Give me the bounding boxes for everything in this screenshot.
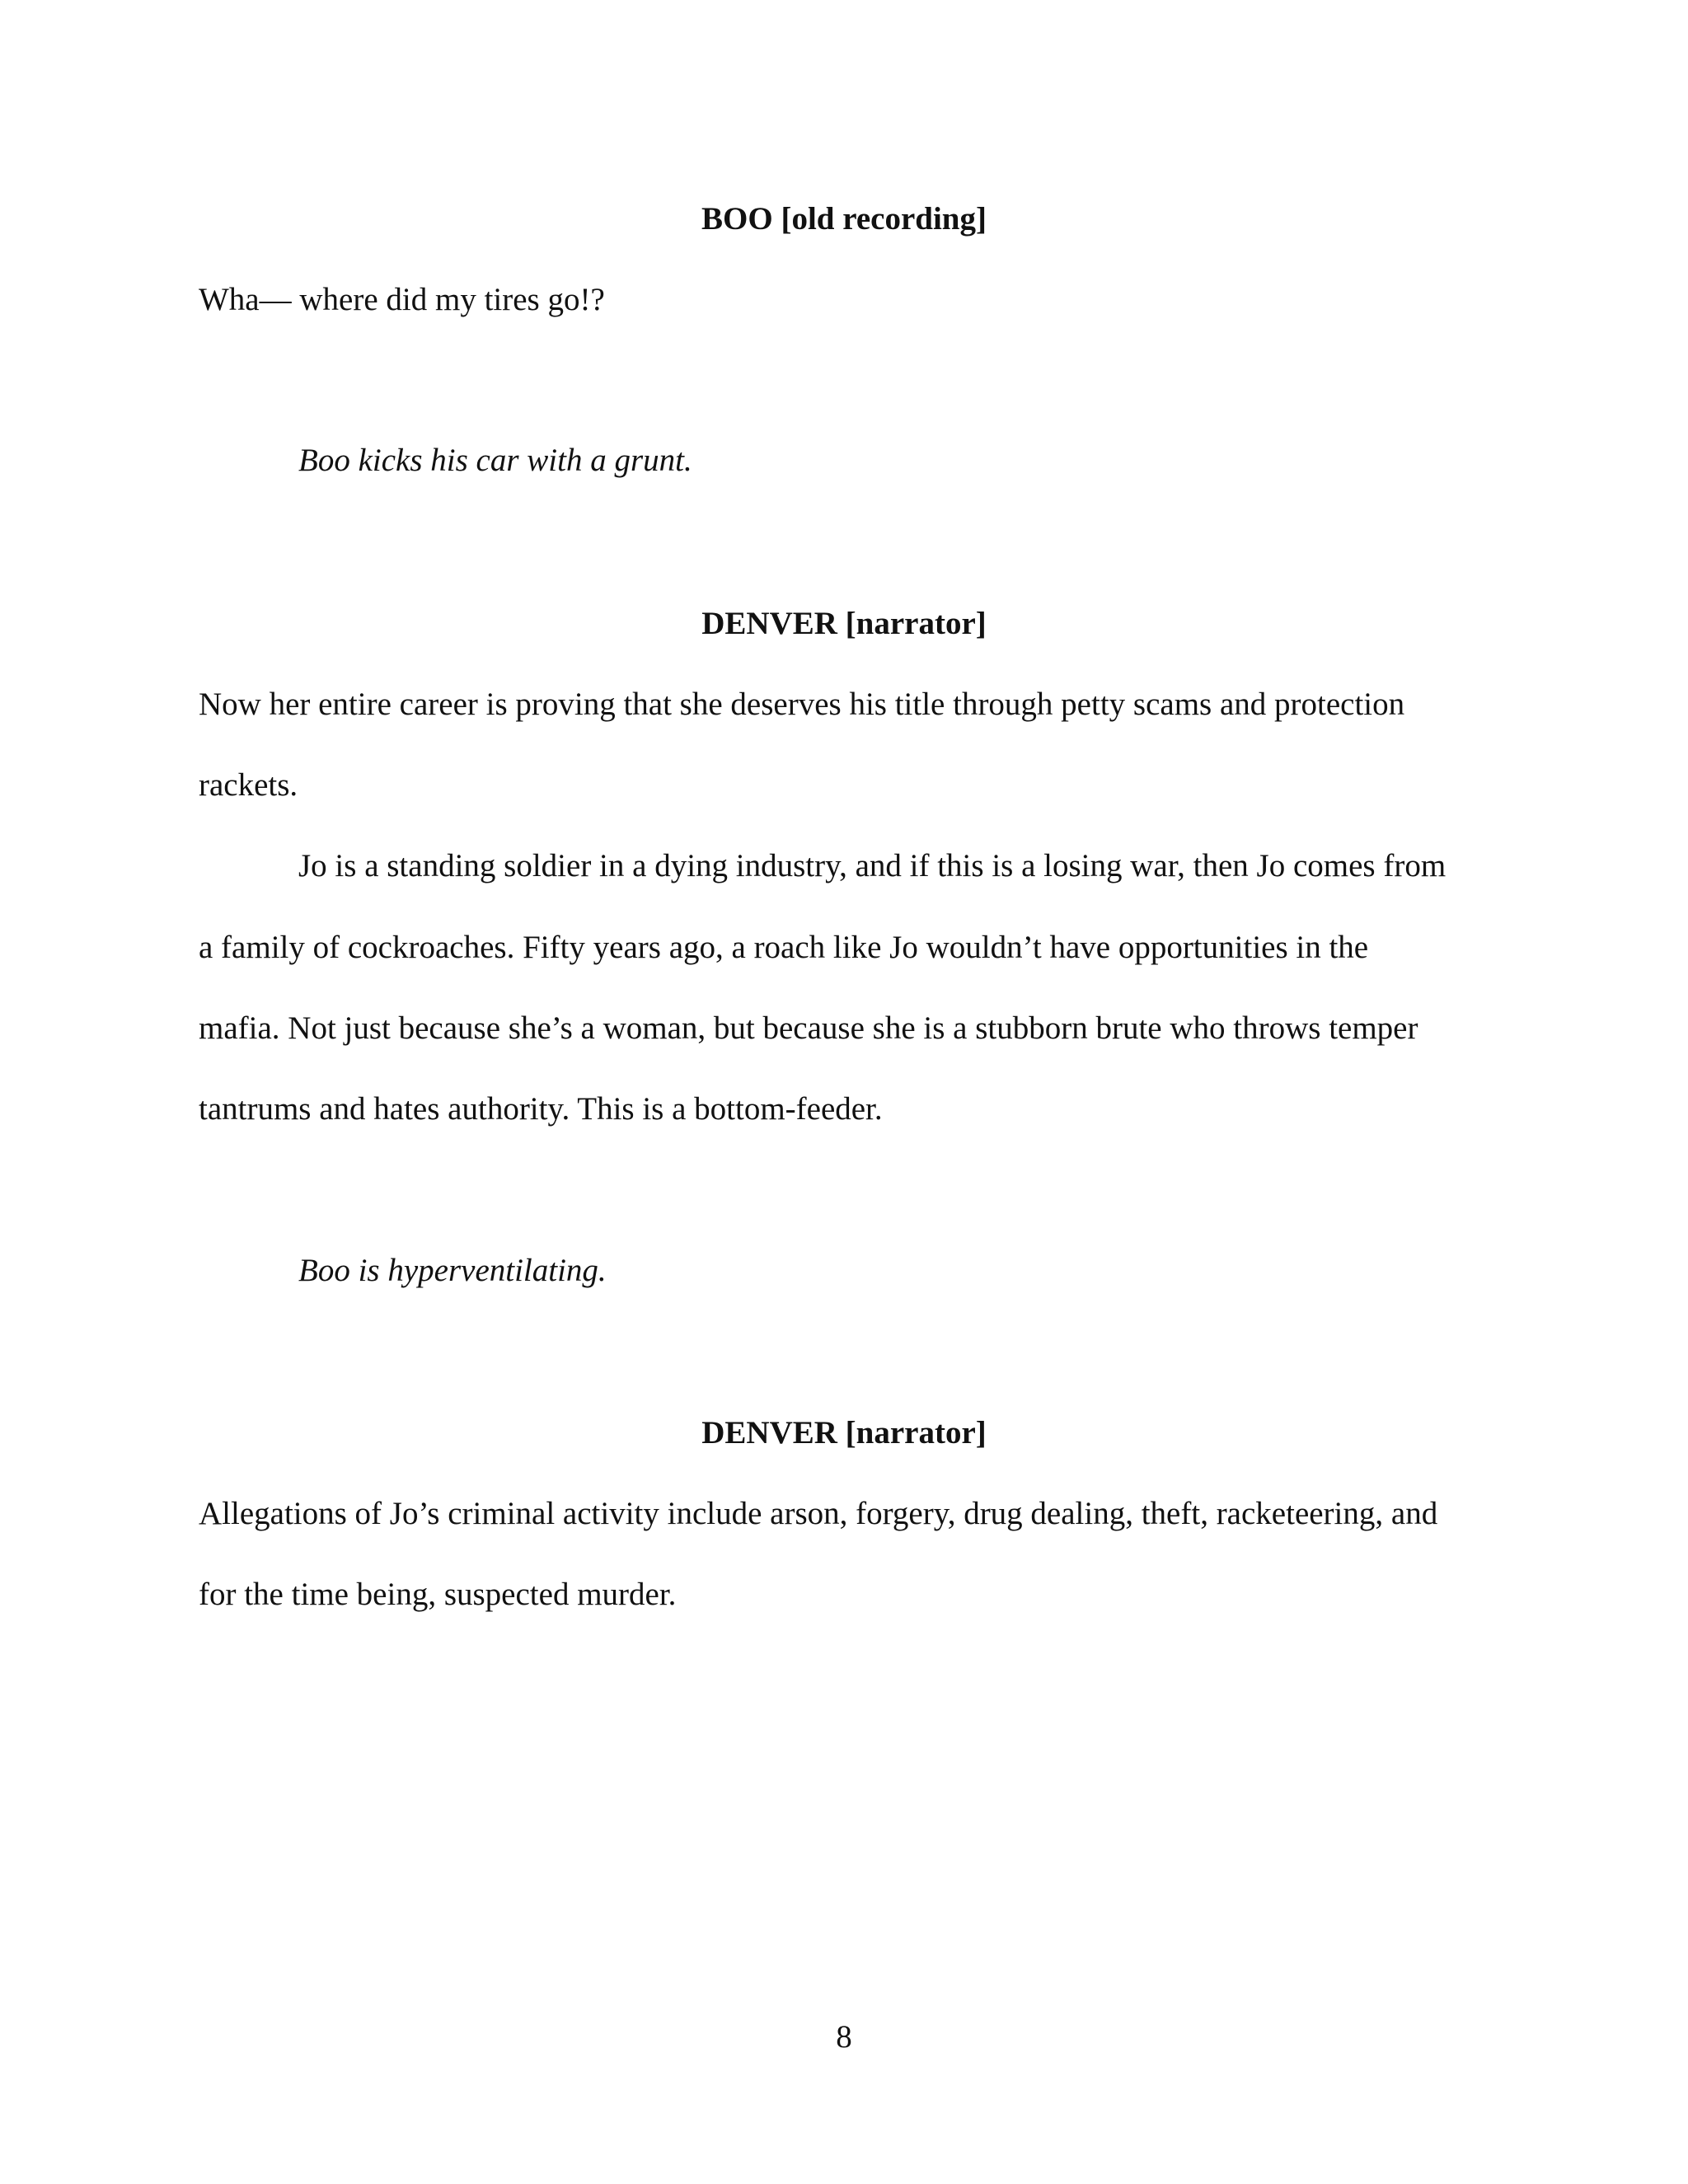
character-heading-denver: DENVER [narrator] [701,1415,987,1451]
page-number: 8 [836,2019,852,2055]
dialogue-line: a family of cockroaches. Fifty years ago, a roach like Jo wouldn’t have opportunities in the [199,930,1369,965]
dialogue-line: Now her entire career is proving that she deserves his title through petty scams and protection [199,687,1405,722]
action-line: Boo is hyperventilating. [298,1253,607,1288]
action-line: Boo kicks his car with a grunt. [298,443,692,478]
character-heading-denver: DENVER [narrator] [701,606,987,641]
dialogue-line: tantrums and hates authority. This is a bottom-feeder. [199,1091,883,1127]
dialogue-line: mafia. Not just because she’s a woman, but because she is a stubborn brute who throws temper [199,1010,1418,1046]
dialogue-line: Jo is a standing soldier in a dying industry, and if this is a losing war, then Jo comes from [298,848,1447,883]
dialogue-line: Allegations of Jo’s criminal activity include arson, forgery, drug dealing, theft, racketeering, and [199,1496,1438,1531]
dialogue-line: for the time being, suspected murder. [199,1577,677,1612]
character-heading-boo: BOO [old recording] [701,201,987,237]
dialogue-line: Wha— where did my tires go!? [199,282,605,317]
dialogue-line: rackets. [199,767,298,803]
